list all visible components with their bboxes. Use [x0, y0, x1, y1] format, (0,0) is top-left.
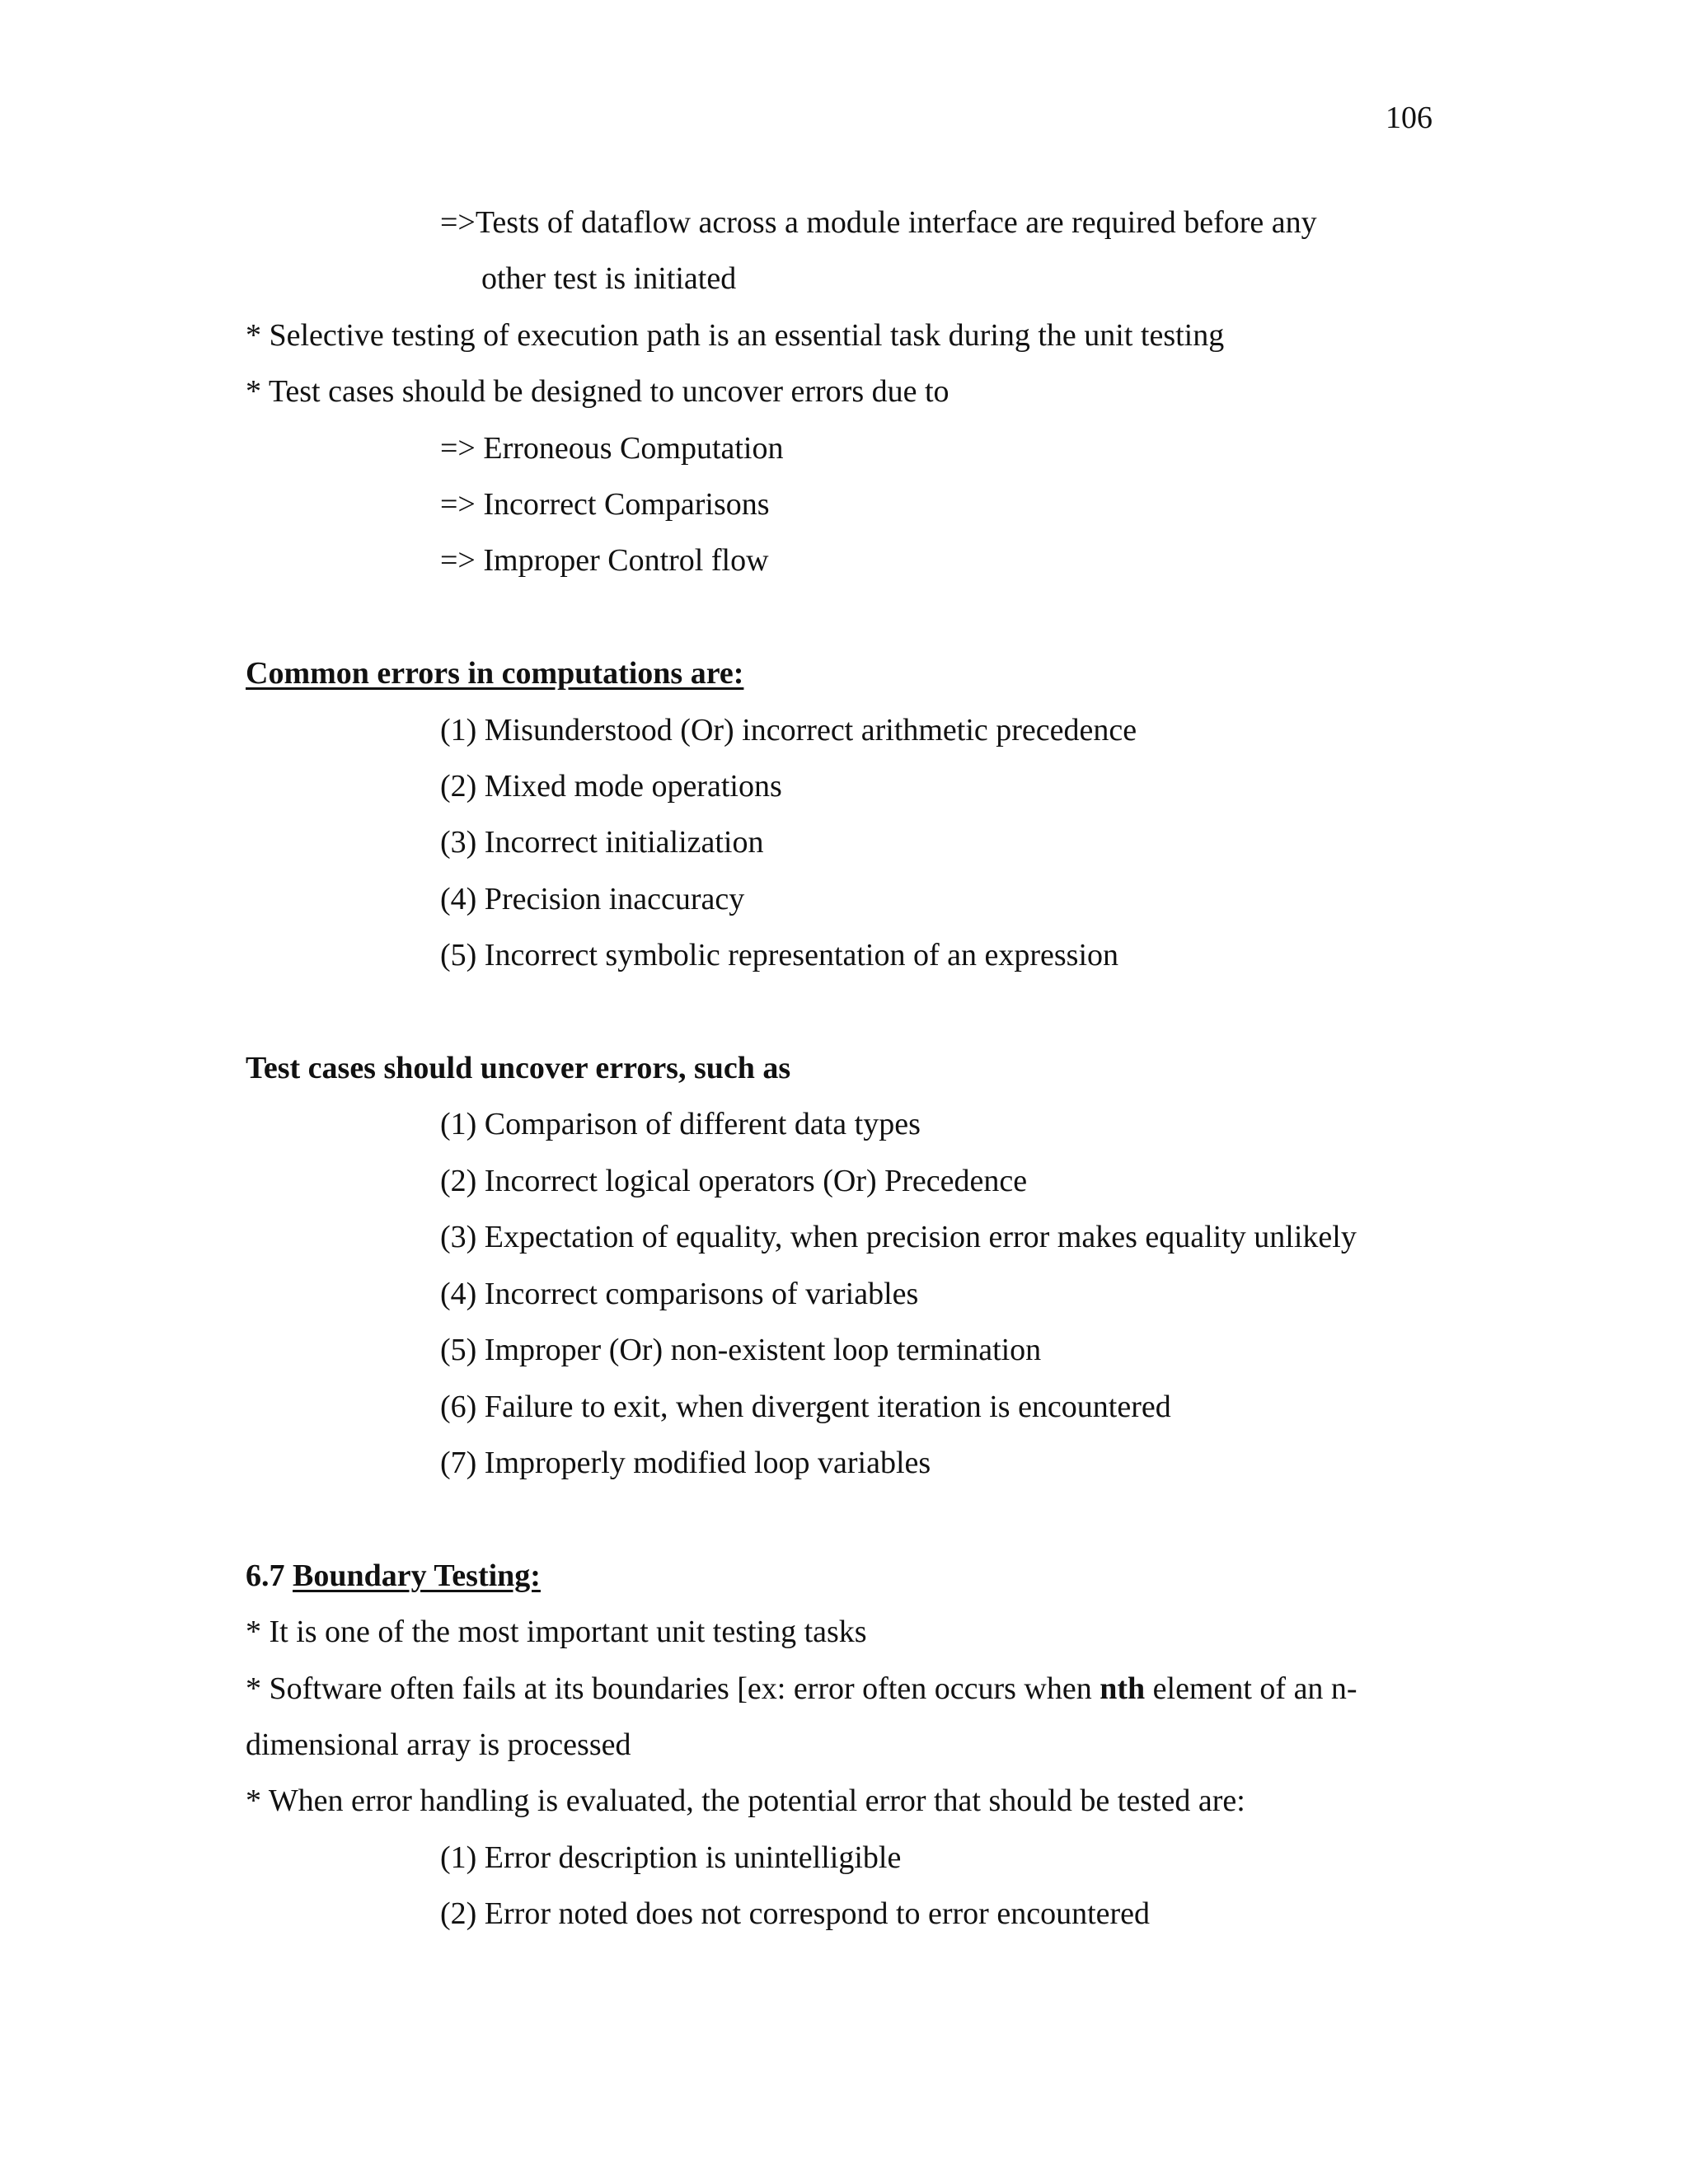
list-item: (2) Mixed mode operations: [440, 769, 782, 804]
list-item: => Erroneous Computation: [440, 430, 784, 466]
computation-errors-heading: Common errors in computations are:: [246, 656, 744, 691]
list-item: (2) Error noted does not correspond to error encountered: [440, 1896, 1151, 1932]
list-item: (1) Misunderstood (Or) incorrect arithmetic precedence: [440, 712, 1137, 748]
spacer: [246, 589, 1432, 645]
bullet-software-text-start: * Software often fails at its boundaries [ex: error often occurs when: [246, 1671, 1100, 1706]
list-item: (3) Expectation of equality, when precision error makes equality unlikely: [440, 1220, 1357, 1255]
bullet-error-handling: * When error handling is evaluated, the potential error that should be tested are:: [246, 1783, 1245, 1819]
bullet-software-bold-term: nth: [1100, 1671, 1146, 1706]
section-title: Boundary Testing:: [293, 1558, 541, 1593]
bullet-important-task: * It is one of the most important unit testing tasks: [246, 1615, 867, 1650]
list-item: (4) Incorrect comparisons of variables: [440, 1276, 919, 1311]
list-item: (6) Failure to exit, when divergent iteration is encountered: [440, 1389, 1171, 1424]
list-item: => Incorrect Comparisons: [440, 487, 770, 523]
list-item: (4) Precision inaccuracy: [440, 881, 745, 916]
bullet-software-boundaries: [246, 1661, 1432, 1774]
list-item: (5) Incorrect symbolic representation of an expression: [440, 938, 1119, 973]
dataflow-line-2: other test is initiated: [481, 261, 737, 297]
section-heading-boundary-testing: [246, 1548, 1432, 1604]
spacer: [246, 984, 1432, 1040]
bullet-software-text-end: element of an n-dimensional array is processed: [246, 1671, 1357, 1762]
dataflow-line-1: =>Tests of dataflow across a module interface are required before any: [440, 205, 1317, 240]
bullet-test-cases: * Test cases should be designed to uncover errors due to: [246, 374, 950, 410]
section-number: 6.7: [246, 1558, 285, 1593]
page-content: [246, 194, 1432, 1943]
list-item: (1) Error description is unintelligible: [440, 1840, 902, 1875]
list-item: (2) Incorrect logical operators (Or) Precedence: [440, 1163, 1028, 1198]
page-number: 106: [1386, 101, 1432, 135]
list-item: (3) Incorrect initialization: [440, 825, 764, 860]
list-item: (1) Comparison of different data types: [440, 1107, 921, 1142]
bullet-selective-testing: * Selective testing of execution path is an essential task during the unit testing: [246, 317, 1225, 353]
comparison-errors-heading: Test cases should uncover errors, such as: [246, 1051, 791, 1086]
list-item: (5) Improper (Or) non-existent loop termination: [440, 1333, 1042, 1368]
list-item: (7) Improperly modified loop variables: [440, 1445, 931, 1480]
list-item: => Improper Control flow: [440, 543, 769, 579]
spacer: [246, 1491, 1432, 1547]
